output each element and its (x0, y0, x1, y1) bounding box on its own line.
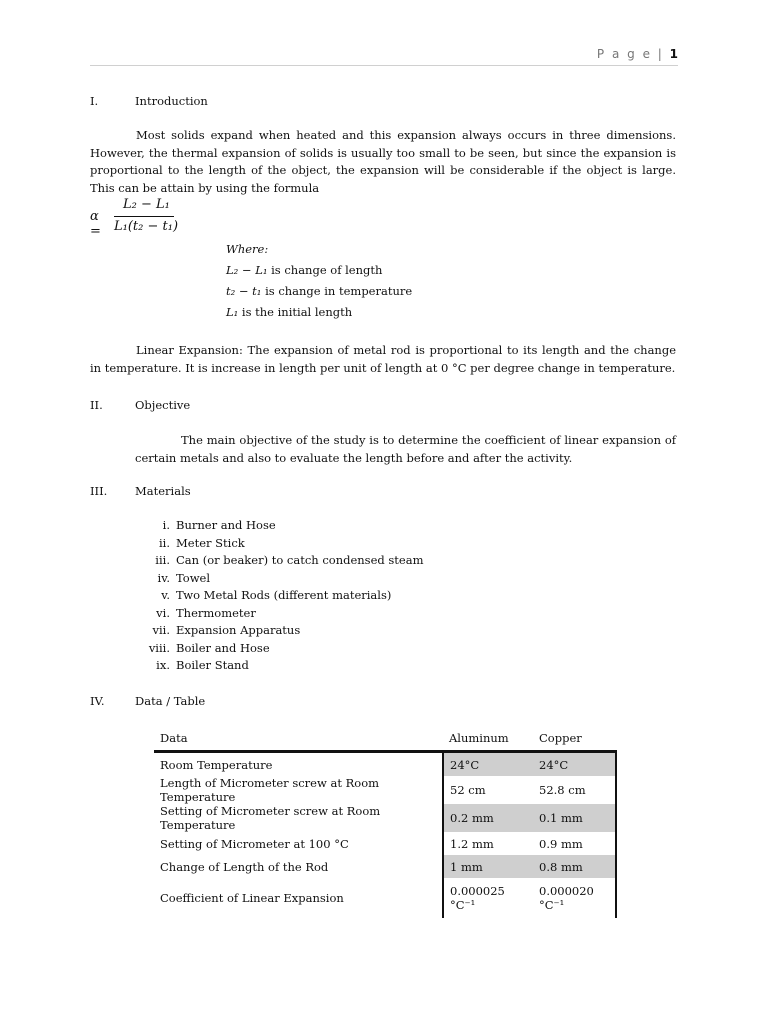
table-cell: Setting of Micrometer at 100 °C (160, 836, 349, 851)
list-number: i. (162, 518, 170, 532)
page-label: P a g e | (596, 47, 664, 61)
list-text: Burner and Hose (176, 518, 276, 532)
list-number: vi. (156, 605, 170, 620)
objective-paragraph: The main objective of the study is to determine the coefficient of linear expansion of certain metals and also to evaluate the length before and after the activity. (135, 433, 676, 465)
list-number: vii. (152, 623, 170, 637)
table-row (154, 832, 616, 855)
list-item (140, 640, 424, 658)
formula-denominator: L₁(t₂ − t₁) (114, 219, 179, 234)
list-number: iii. (155, 553, 170, 567)
list-text: Meter Stick (176, 535, 245, 550)
page-header (597, 47, 678, 61)
list-text: Expansion Apparatus (176, 623, 301, 637)
table-cell: Change of Length of the Rod (160, 859, 329, 874)
fraction-bar (114, 216, 174, 217)
list-text: Boiler Stand (176, 658, 249, 672)
table-row (154, 776, 616, 804)
section-title: Objective (135, 398, 191, 412)
table-cell: 24°C (533, 752, 616, 777)
list-item (140, 605, 424, 623)
table-cell: 0.000025 °C⁻¹ (443, 878, 533, 918)
table-cell: 1 mm (443, 855, 533, 878)
table-cell: 52 cm (443, 776, 533, 804)
table-cell: 0.8 mm (533, 855, 616, 878)
column-header: Copper (539, 731, 582, 745)
table-cell: 0.2 mm (443, 804, 533, 832)
where-item (226, 302, 412, 323)
list-text: Thermometer (176, 605, 256, 620)
list-text: Towel (176, 570, 211, 585)
list-number: viii. (148, 640, 170, 655)
header-divider (90, 65, 678, 66)
list-item (140, 657, 424, 675)
table-cell: Setting of Micrometer screw at Room Temperature (160, 804, 381, 832)
where-label: Where: (226, 242, 269, 256)
linear-expansion-paragraph: Linear Expansion: The expansion of metal rod is proportional to its length and the change in temperature. It is increase in length per unit of length at 0 °C per degree change in temperature. (90, 343, 676, 375)
where-symbol: L₂ − L₁ (226, 263, 268, 277)
list-item (140, 552, 424, 570)
list-item (140, 570, 424, 588)
list-number: ix. (156, 658, 170, 672)
where-symbol: L₁ (226, 305, 239, 319)
formula-lhs: α = (90, 209, 101, 239)
data-table (154, 726, 617, 918)
table-row (154, 804, 616, 832)
where-text: is the initial length (238, 305, 353, 319)
section-number: I. (90, 94, 99, 108)
where-symbol: t₂ − t₁ (226, 284, 262, 298)
table-row (154, 855, 616, 878)
section-title: Data / Table (135, 694, 206, 708)
column-header: Aluminum (449, 731, 509, 745)
section-title: Introduction (135, 94, 208, 108)
where-text: is change in temperature (261, 284, 413, 298)
list-number: ii. (158, 535, 170, 550)
list-number: v. (161, 588, 170, 602)
table-cell: 0.000020 °C⁻¹ (533, 878, 616, 918)
page-number: 1 (669, 47, 678, 61)
list-item (140, 622, 424, 640)
list-item (140, 587, 424, 605)
where-list (226, 239, 412, 323)
table-cell: Room Temperature (160, 757, 273, 772)
table-row (154, 878, 616, 918)
table-cell: 0.9 mm (533, 832, 616, 855)
table-cell: 24°C (443, 752, 533, 777)
list-number: iv. (157, 570, 170, 585)
list-item (140, 517, 424, 535)
where-item (226, 260, 412, 281)
formula-numerator: L₂ − L₁ (123, 197, 170, 212)
list-text: Two Metal Rods (different materials) (176, 588, 392, 602)
table-cell: Length of Micrometer screw at Room Temperature (160, 776, 380, 804)
list-text: Boiler and Hose (176, 640, 270, 655)
column-header: Data (160, 731, 188, 745)
table-cell: 1.2 mm (443, 832, 533, 855)
section-number: II. (90, 398, 103, 412)
list-item (140, 535, 424, 553)
materials-list (140, 517, 424, 675)
table-cell: Coefficient of Linear Expansion (160, 891, 344, 905)
section-title: Materials (135, 484, 191, 498)
table-header-row (154, 726, 616, 752)
table-row (154, 752, 616, 777)
table-cell: 0.1 mm (533, 804, 616, 832)
table-cell: 52.8 cm (533, 776, 616, 804)
list-text: Can (or beaker) to catch condensed steam (176, 553, 424, 567)
where-text: is change of length (267, 263, 383, 277)
section-number: IV. (90, 694, 105, 708)
where-item (226, 281, 412, 302)
intro-paragraph: Most solids expand when heated and this expansion always occurs in three dimensions. However, the thermal expansion of solids is usually too small to be seen, but since the expansion is proportional to the length of the object, the expansion will be considerable if the object is large. This can be attain by using the formula (90, 128, 676, 195)
section-number: III. (90, 484, 108, 498)
